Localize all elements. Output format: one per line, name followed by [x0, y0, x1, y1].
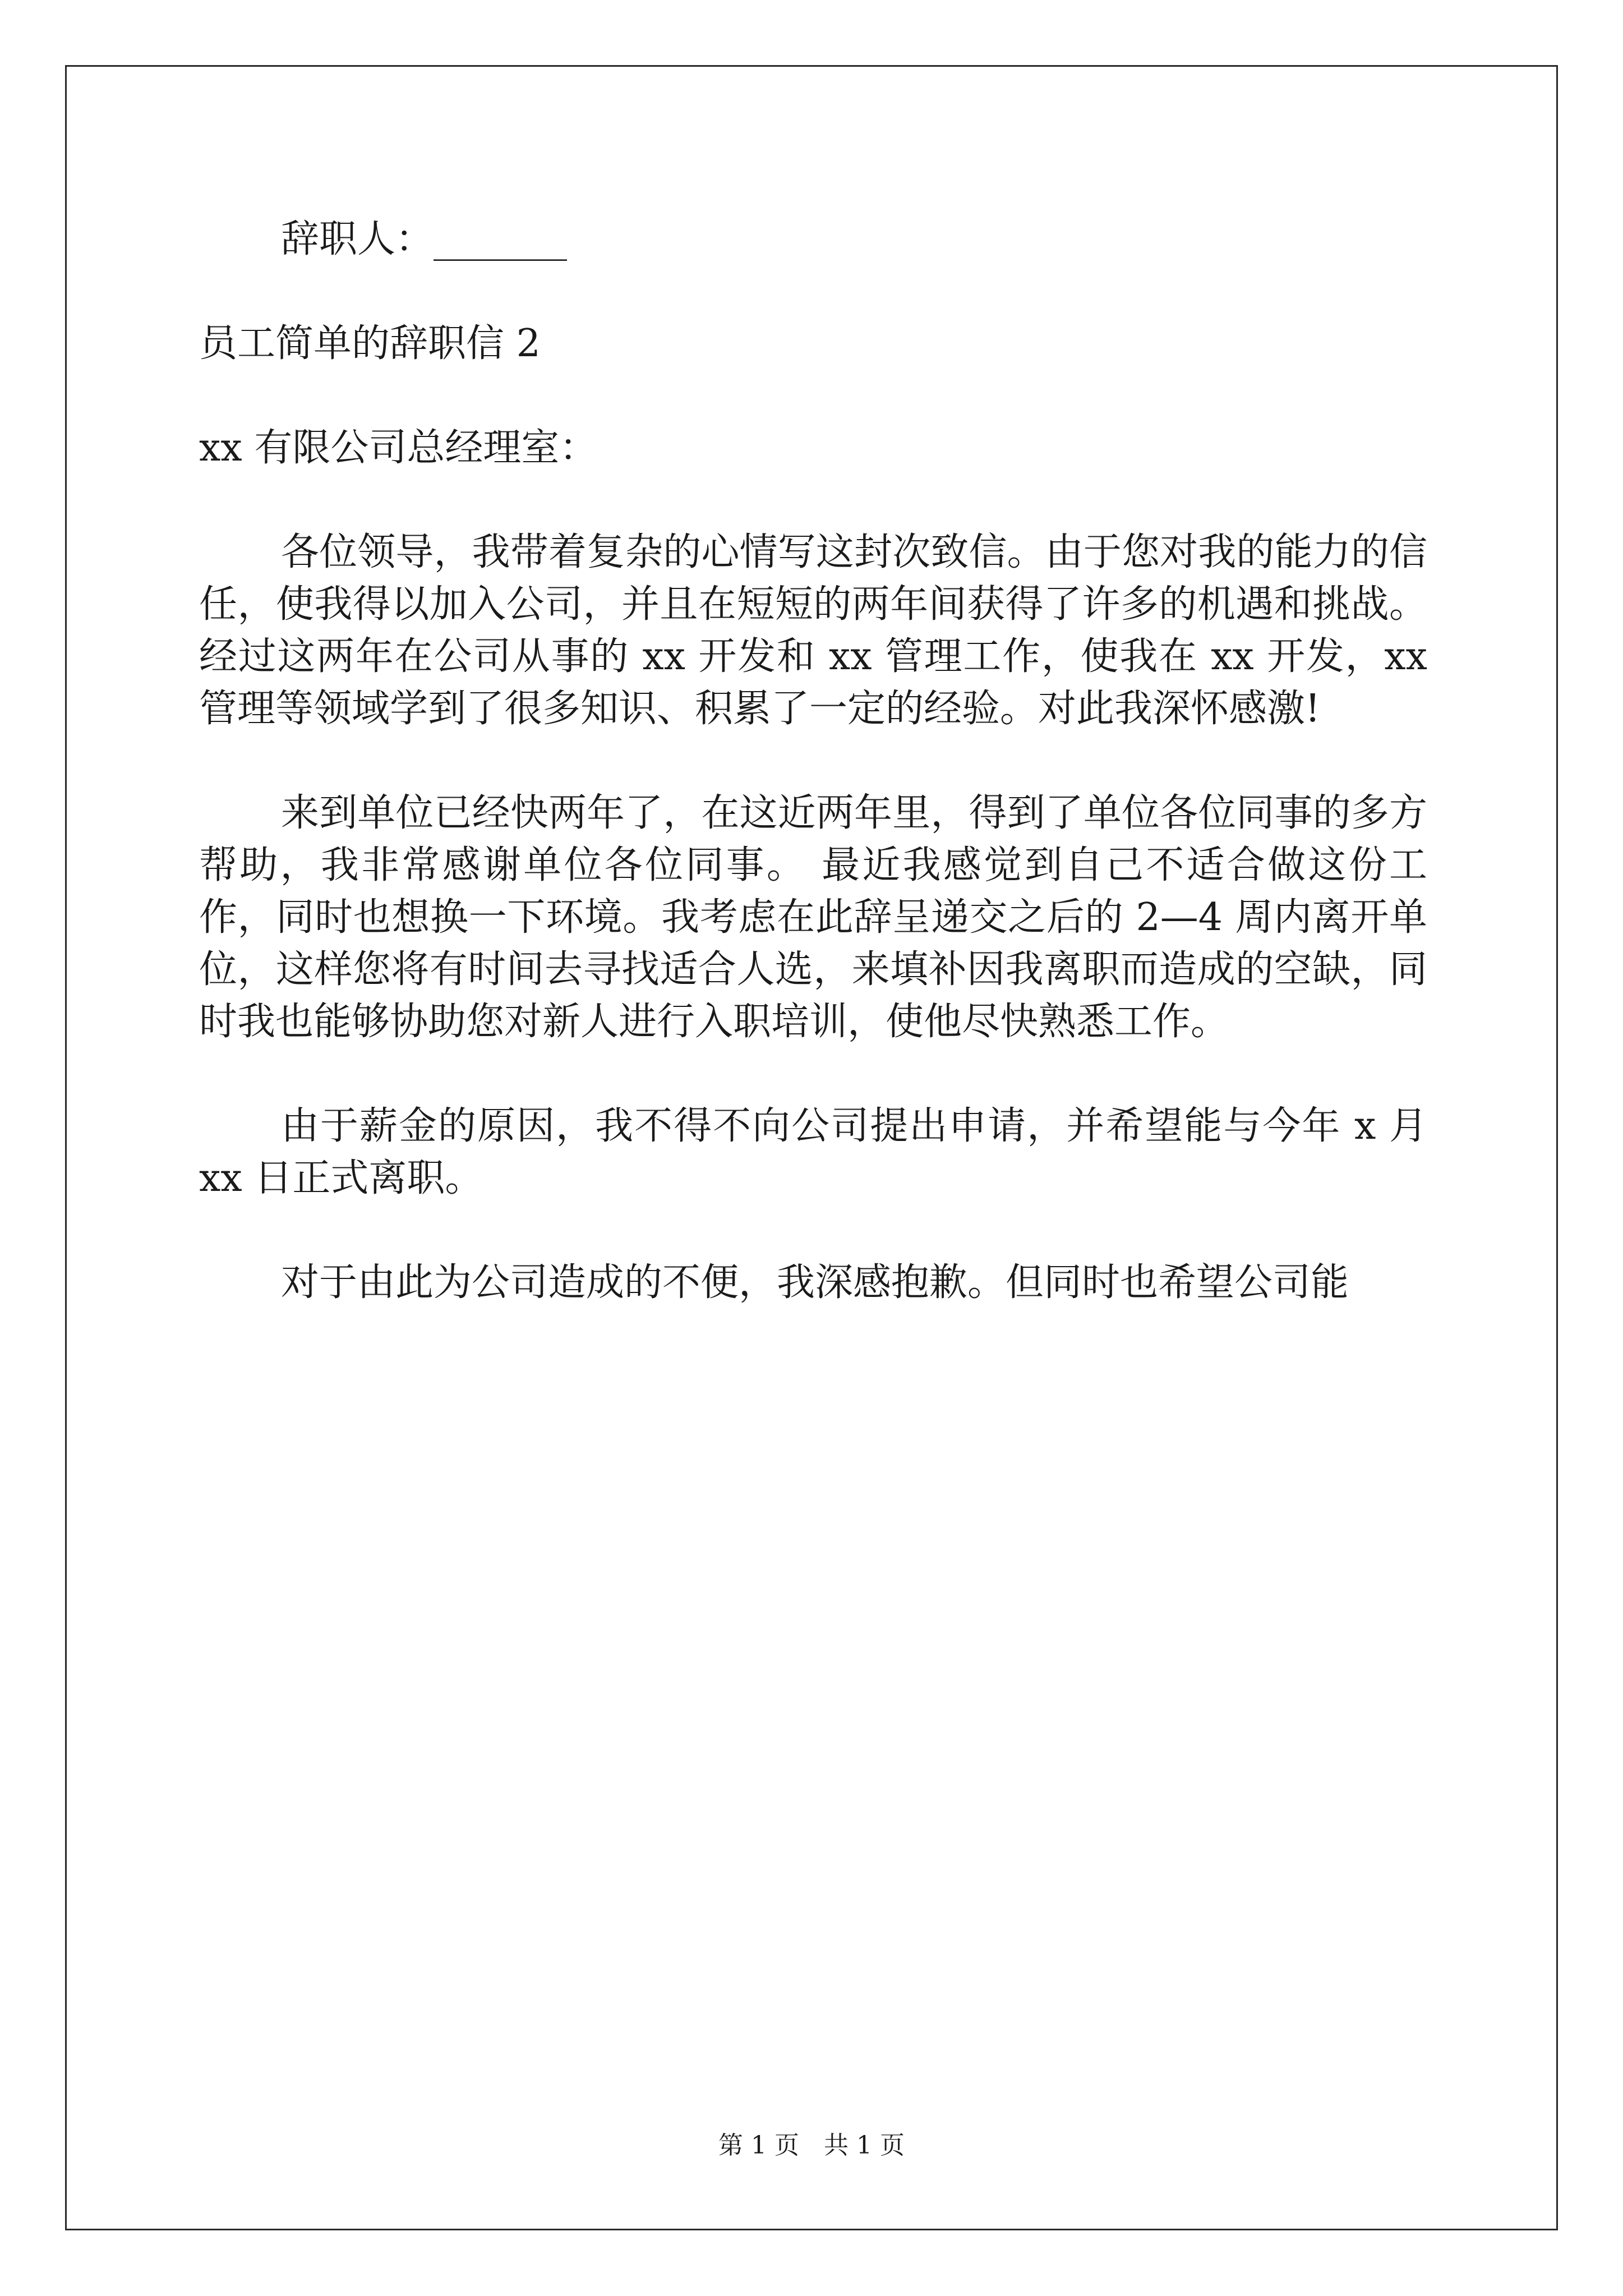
paragraph-salary-date: 由于薪金的原因，我不得不向公司提出申请，并希望能与今年 x 月 xx 日正式离职。	[199, 1104, 1427, 1200]
paragraph-gratitude: 各位领导，我带着复杂的心情写这封次致信。由于您对我的能力的信任，使我得以加入公司，并且在短短的两年间获得了许多的机遇和挑战。经过这两年在公司从事的 xx 开发和 xx 管理工作，使我在 xx 开发，xx 管理等领域学到了很多知识、积累了一定的经验。对此我深怀感激!	[199, 530, 1427, 731]
paragraph-reason-transition: 来到单位已经快两年了，在这近两年里，得到了单位各位同事的多方帮助，我非常感谢单位各位同事。 最近我感觉到自己不适合做这份工作，同时也想换一下环境。我考虑在此辞呈递交之后的 2—4 周内离开单位，这样您将有时间去寻找适合人选，来填补因我离职而造成的空缺，同时我也能够协助您对新人进行入职培训，使他尽快熟悉工作。	[199, 791, 1427, 1044]
letter-body	[199, 213, 1427, 1361]
letter-title: 员工简单的辞职信 2	[199, 321, 541, 366]
paragraph-apology: 对于由此为公司造成的不便，我深感抱歉。但同时也希望公司能	[281, 1260, 1349, 1305]
resigner-signature-line: 辞职人：_______	[281, 217, 568, 261]
page-footer: 第 1 页 共 1 页	[718, 2131, 905, 2160]
recipient-line: xx 有限公司总经理室：	[199, 426, 598, 470]
